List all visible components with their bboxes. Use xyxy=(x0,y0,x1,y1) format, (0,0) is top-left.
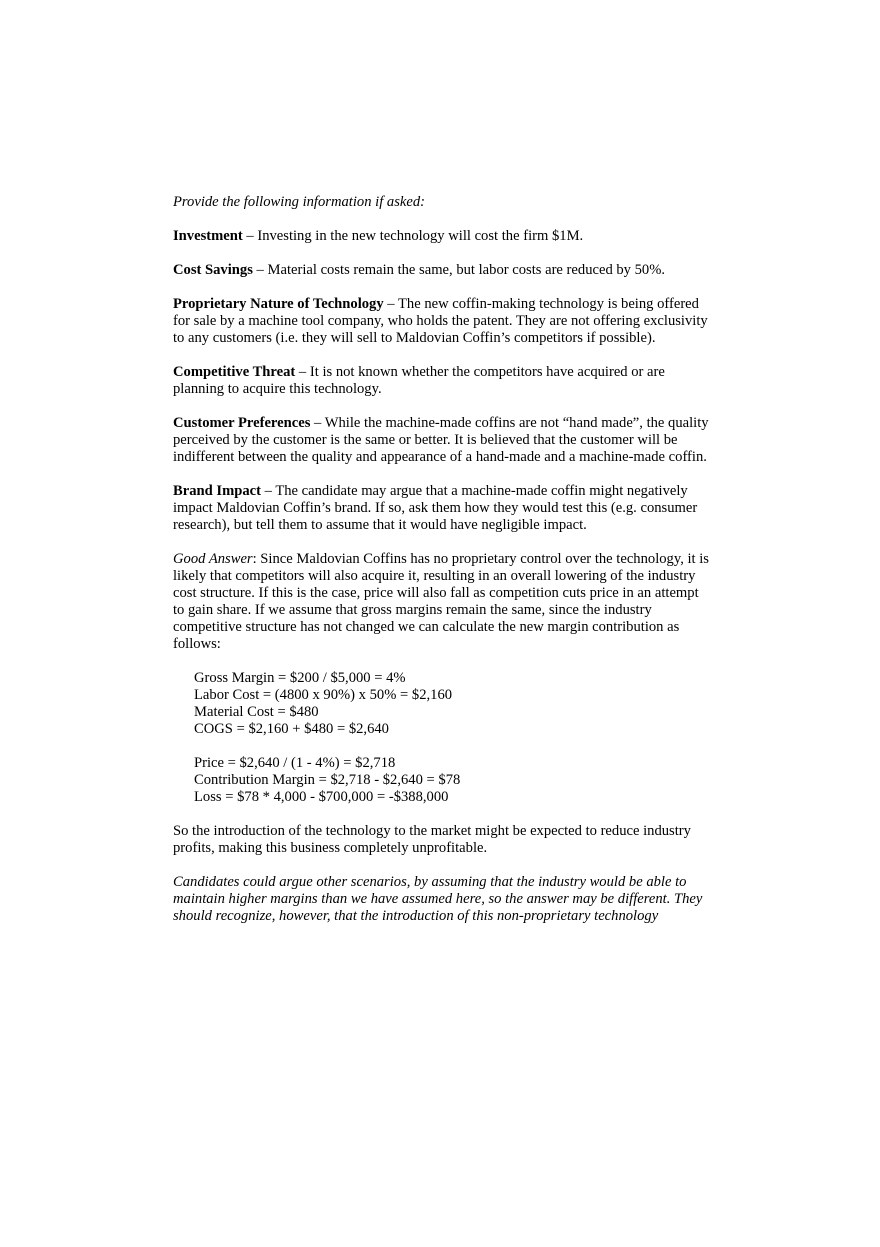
calc-block-price xyxy=(194,755,713,806)
conclusion-paragraph: So the introduction of the technology to the market might be expected to reduce industry profits, making this business completely unprofitable. xyxy=(173,823,691,856)
closing-note: Candidates could argue other scenarios, by assuming that the industry would be able to maintain higher margins than we have assumed here, so the answer may be different. They should recognize, however, that the introduction of this non-proprietary technology xyxy=(173,874,703,924)
item-cost-savings xyxy=(173,262,713,279)
item-text: – The candidate may argue that a machine-made coffin might negatively impact Maldovian Coffin’s brand. If so, ask them how they would test this (e.g. consumer research), but tell them to assume that it would have negligible impact. xyxy=(173,483,698,533)
item-customer-preferences xyxy=(173,415,713,466)
calc-line: Contribution Margin = $2,718 - $2,640 = $78 xyxy=(194,772,461,788)
item-term: Cost Savings xyxy=(173,262,253,278)
item-text: – The new coffin-making technology is being offered for sale by a machine tool company, who holds the patent. They are not offering exclusivity to any customers (i.e. they will sell to Maldovian Coffin’s competitors if possible). xyxy=(173,296,708,346)
item-term: Brand Impact xyxy=(173,483,261,499)
calc-line: Labor Cost = (4800 x 90%) x 50% = $2,160 xyxy=(194,687,453,703)
calc-line: COGS = $2,160 + $480 = $2,640 xyxy=(194,721,389,737)
item-term: Competitive Threat xyxy=(173,364,296,380)
intro-line: Provide the following information if asked: xyxy=(173,194,425,210)
calc-line: Loss = $78 * 4,000 - $700,000 = -$388,000 xyxy=(194,789,449,805)
calc-line: Gross Margin = $200 / $5,000 = 4% xyxy=(194,670,406,686)
item-text: – While the machine-made coffins are not “hand made”, the quality perceived by the customer is the same or better. It is believed that the customer will be indifferent between the quality and appearance of a hand-made and a machine-made coffin. xyxy=(173,415,709,465)
item-text: – Material costs remain the same, but labor costs are reduced by 50%. xyxy=(252,262,666,278)
good-answer-label: Good Answer xyxy=(173,551,253,567)
calc-block-costs xyxy=(194,670,713,738)
item-investment xyxy=(173,228,713,245)
calc-line: Material Cost = $480 xyxy=(194,704,319,720)
calc-line: Price = $2,640 / (1 - 4%) = $2,718 xyxy=(194,755,396,771)
item-text: – It is not known whether the competitors have acquired or are planning to acquire this technology. xyxy=(173,364,665,397)
item-proprietary-nature xyxy=(173,296,713,347)
item-term: Proprietary Nature of Technology xyxy=(173,296,384,312)
document-body xyxy=(173,194,713,925)
item-competitive-threat xyxy=(173,364,713,398)
good-answer-text: : Since Maldovian Coffins has no proprietary control over the technology, it is likely that competitors will also acquire it, resulting in an overall lowering of the industry cost structure. If this is the case, price will also fall as competition cuts price in an attempt to gain share. If we assume that gross margins remain the same, since the industry competitive structure has not changed we can calculate the new margin contribution as follows: xyxy=(173,551,709,652)
item-term: Investment xyxy=(173,228,243,244)
item-term: Customer Preferences xyxy=(173,415,311,431)
good-answer-paragraph xyxy=(173,551,713,653)
item-brand-impact xyxy=(173,483,713,534)
item-text: – Investing in the new technology will cost the firm $1M. xyxy=(242,228,584,244)
